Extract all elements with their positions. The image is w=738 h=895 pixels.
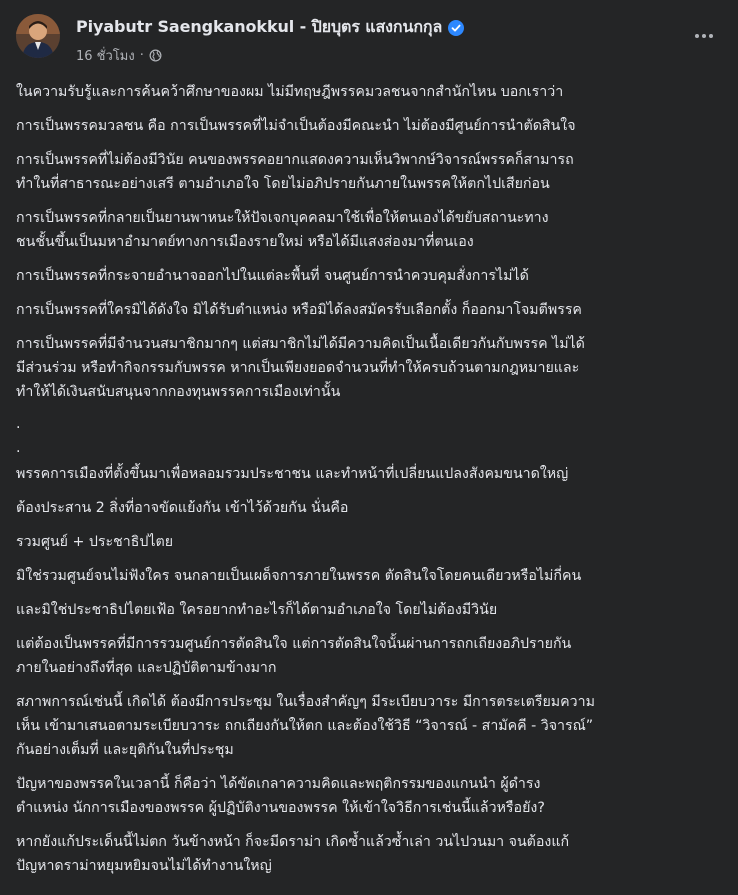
post-paragraph: แต่ต้องเป็นพรรคที่มีการรวมศูนย์การตัดสินใจ แต่การตัดสินใจนั้นผ่านการถกเถียงอภิปรายกัน ภายในอย่างถึงที่สุด และปฏิบัติตามข้างมาก <box>16 636 572 676</box>
globe-icon[interactable] <box>149 49 162 62</box>
post-paragraph: การเป็นพรรคที่ใครมิได้ดังใจ มิได้รับตำแหน่ง หรือมิได้ลงสมัครรับเลือกตั้ง ก็ออกมาโจมตีพรรค <box>16 302 582 318</box>
meta-separator: · <box>139 48 144 63</box>
author-line <box>76 15 464 40</box>
more-options-button[interactable] <box>688 20 720 52</box>
post-paragraph: การเป็นพรรคที่มีจำนวนสมาชิกมากๆ แต่สมาชิกไม่ได้มีความคิดเป็นเนื้อเดียวกันกับพรรค ไม่ได้ มีส่วนร่วม หรือทำกิจกรรมกับพรรค หากเป็นเพียงยอดจำนวนที่ทำให้ครบถ้วนตามกฎหมายและ ทำให้ได้เงินสนับสนุนจากกองทุนพรรคการเมืองเท่านั้น <box>16 336 585 400</box>
post-body <box>16 80 720 888</box>
post-timestamp[interactable]: 16 ชั่วโมง <box>76 49 135 64</box>
post-paragraph: การเป็นพรรคมวลชน คือ การเป็นพรรคที่ไม่จำเป็นต้องมีคณะนำ ไม่ต้องมีศูนย์การนำตัดสินใจ <box>16 118 576 134</box>
post-paragraph: และมิใช่ประชาธิปไตยเฟ้อ ใครอยากทำอะไรก็ได้ตามอำเภอใจ โดยไม่ต้องมีวินัย <box>16 602 498 618</box>
post-paragraph: การเป็นพรรคที่กระจายอำนาจออกไปในแต่ละพื้นที่ จนศูนย์การนำควบคุมสั่งการไม่ได้ <box>16 268 529 284</box>
more-horizontal-icon <box>694 33 714 39</box>
post-paragraph: รวมศูนย์ + ประชาธิปไตย <box>16 534 174 550</box>
author-block <box>76 15 464 66</box>
post-paragraph: มิใช่รวมศูนย์จนไม่ฟังใคร จนกลายเป็นเผด็จการภายในพรรค ตัดสินใจโดยคนเดียวหรือไม่กี่คน <box>16 568 582 584</box>
author-name[interactable]: Piyabutr Saengkanokkul - ปิยบุตร แสงกนกกุล <box>76 17 443 36</box>
post-paragraph: ต้องประสาน 2 สิ่งที่อาจขัดแย้งกัน เข้าไว้ด้วยกัน นั่นคือ <box>16 500 349 516</box>
post-header <box>16 14 722 62</box>
post-paragraph: พรรคการเมืองที่ตั้งขึ้นมาเพื่อหลอมรวมประชาชน และทำหน้าที่เปลี่ยนแปลงสังคมขนาดใหญ่ <box>16 466 569 482</box>
author-avatar[interactable] <box>16 14 60 58</box>
post-meta <box>76 45 464 66</box>
avatar-image <box>16 14 60 58</box>
verified-badge-icon <box>448 20 464 36</box>
post-paragraph: สภาพการณ์เช่นนี้ เกิดได้ ต้องมีการประชุม ในเรื่องสำคัญๆ มีระเบียบวาระ มีการตระเตรียมความ เห็น เข้ามาเสนอตามระเบียบวาระ ถกเถียงกันให้ตก และต้องใช้วิธี “วิจารณ์ - สามัคคี - วิจารณ์” กันอย่างเต็มที่ และยุติกันในที่ประชุม <box>16 694 595 758</box>
post-paragraph: การเป็นพรรคที่กลายเป็นยานพาหนะให้ปัจเจกบุคคลมาใช้เพื่อให้ตนเองได้ขยับสถานะทาง ชนชั้นขึ้นเป็นมหาอำมาตย์ทางการเมืองรายใหม่ หรือได้มีแสงส่องมาที่ตนเอง <box>16 210 549 250</box>
post-paragraph: ในความรับรู้และการค้นคว้าศึกษาของผม ไม่มีทฤษฎีพรรคมวลชนจากสำนักไหน บอกเราว่า <box>16 84 564 100</box>
post-paragraph: หากยังแก้ประเด็นนี้ไม่ตก วันข้างหน้า ก็จะมีดราม่า เกิดซ้ำแล้วซ้ำเล่า วนไปวนมา จนต้องแก้ ปัญหาดราม่าหยุมหยิมจนไม่ได้ทำงานใหญ่ <box>16 834 570 874</box>
post-separator-dot: . <box>16 416 21 432</box>
post-paragraph: การเป็นพรรคที่ไม่ต้องมีวินัย คนของพรรคอยากแสดงความเห็นวิพากษ์วิจารณ์พรรคก็สามารถ ทำในที่สาธารณะอย่างเสรี ตามอำเภอใจ โดยไม่อภิปรายกันภายในพรรคให้ตกไปเสียก่อน <box>16 152 574 192</box>
post-separator-dot: . <box>16 440 21 456</box>
post-paragraph: ปัญหาของพรรคในเวลานี้ ก็คือว่า ได้ขัดเกลาความคิดและพฤติกรรมของแกนนำ ผู้ดำรง ตำแหน่ง นักการเมืองของพรรค ผู้ปฏิบัติงานของพรรค ให้เข้าใจวิธีการเช่นนี้แล้วหรือยัง? <box>16 776 545 816</box>
